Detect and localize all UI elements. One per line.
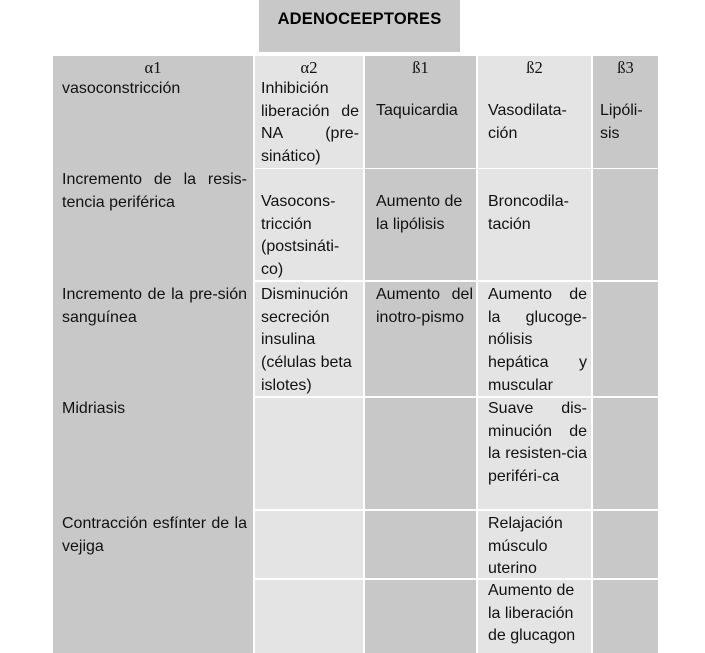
cell-r4-beta2: Suave dis-minución de la resisten-cia periféri-ca	[478, 398, 591, 509]
cell-r3-alpha2: Disminución secreción insulina (células beta islotes)	[255, 282, 363, 396]
header-alpha2: α2	[255, 56, 363, 78]
cell-r1-alpha2: Inhibición liberación de NA (pre-sinático)	[255, 78, 363, 168]
cell-r2-beta1: Aumento de la lipólisis	[365, 169, 476, 280]
cell-r2-alpha2: Vasocons-tricción (postsináti-co)	[255, 169, 363, 280]
cell-r4-beta3	[593, 398, 658, 509]
cell-r5-beta2: Relajación músculo uterino	[478, 511, 591, 578]
cell-r6-beta1	[365, 580, 476, 653]
cell-r5-beta3	[593, 511, 658, 578]
cell-r2-alpha1: Incremento de la resis-tencia periférica	[53, 169, 253, 280]
cell-r1-beta2: Vasodilata-ción	[478, 78, 591, 168]
cell-r1-beta1: Taquicardia	[365, 78, 476, 168]
cell-r5-alpha2	[255, 511, 363, 578]
cell-r6-alpha1	[53, 580, 253, 653]
cell-r4-alpha2	[255, 398, 363, 509]
cell-r3-beta3	[593, 282, 658, 396]
header-alpha1: α1	[53, 56, 253, 78]
cell-r6-beta3	[593, 580, 658, 653]
cell-r1-alpha1: vasoconstricción	[53, 78, 253, 168]
cell-r5-beta1	[365, 511, 476, 578]
cell-r3-alpha1: Incremento de la pre-sión sanguínea	[53, 282, 253, 396]
cell-r6-beta2: Aumento de la liberación de glucagon	[478, 580, 591, 653]
cell-r4-beta1	[365, 398, 476, 509]
header-beta3: ß3	[593, 56, 658, 78]
cell-r5-alpha1: Contracción esfínter de la vejiga	[53, 511, 253, 578]
header-beta1: ß1	[365, 56, 476, 78]
cell-r2-beta3	[593, 169, 658, 280]
cell-r6-alpha2	[255, 580, 363, 653]
cell-r3-beta1: Aumento del inotro-pismo	[365, 282, 476, 396]
cell-r1-beta3: Lipóli-sis	[593, 78, 658, 168]
header-beta2: ß2	[478, 56, 591, 78]
table-title: ADENOCEEPTORES	[259, 0, 460, 52]
cell-r3-beta2: Aumento de la glucoge-nólisis hepática y muscular	[478, 282, 591, 396]
cell-r2-beta2: Broncodila-tación	[478, 169, 591, 280]
cell-r4-alpha1: Midriasis	[53, 398, 253, 509]
